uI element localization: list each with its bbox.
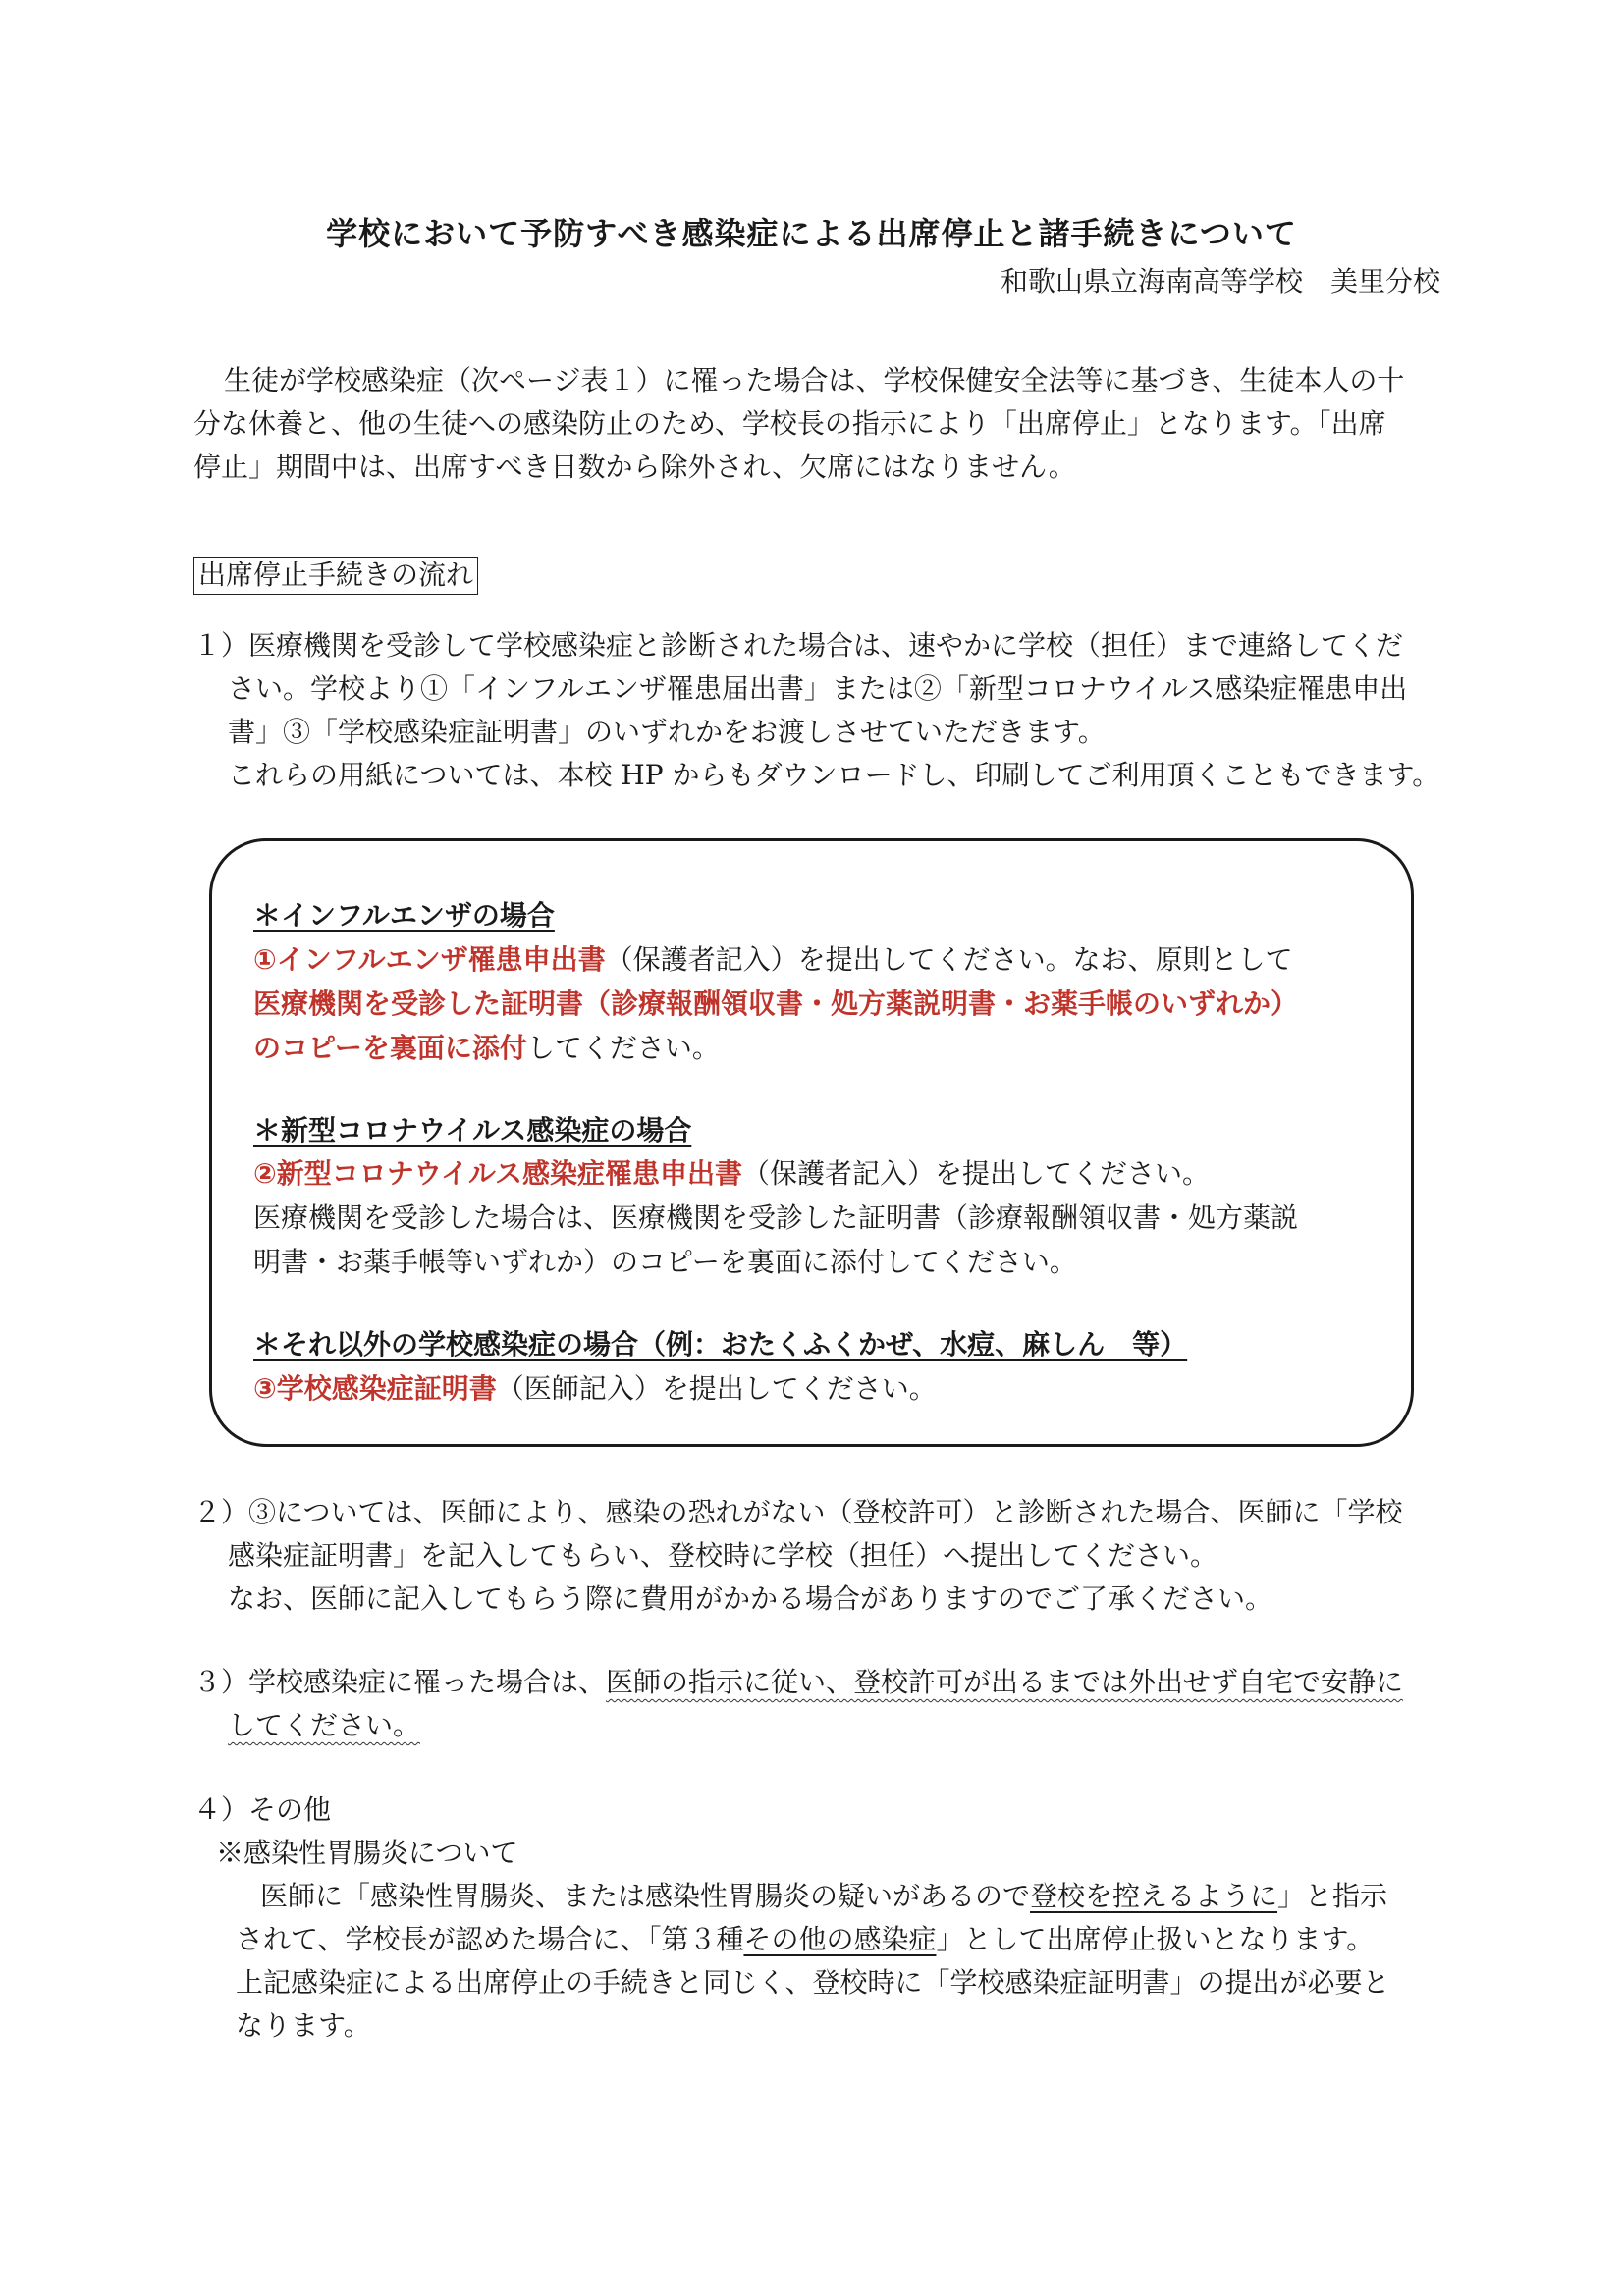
covid-form-name: ②新型コロナウイルス感染症罹患申出書 (253, 1157, 743, 1190)
covid-line-1 (253, 1152, 1210, 1192)
item3-text: ３）学校感染症に罹った場合は、 (193, 1666, 607, 1698)
covid-line-2: 医療機関を受診した場合は、医療機関を受診した証明書（診療報酬領収書・処方薬説 (253, 1201, 1299, 1234)
item4-line-4: なります。 (236, 2009, 371, 2042)
item4-line-1-b: 」と指示 (1277, 1880, 1388, 1912)
flu-line-3-text: してください。 (526, 1032, 720, 1064)
item3-emphasis: 医師の指示に従い、登校許可が出るまでは外出せず自宅で安静に (606, 1666, 1404, 1698)
intro-line-3: 停止」期間中は、出席すべき日数から除外され、欠席にはなりません。 (193, 451, 1076, 483)
item2-line-3: なお、医師に記入してもらう際に費用がかかる場合がありますのでご了承ください。 (228, 1582, 1273, 1615)
flu-attach-note: のコピーを裏面に添付 (253, 1032, 527, 1064)
item4-line-1 (260, 1875, 1387, 1918)
item1-line-4: これらの用紙については、本校 HP からもダウンロードし、印刷してご利用頂くこともできます。 (228, 759, 1440, 791)
item2-line-1: ２）③については、医師により、感染の恐れがない（登校許可）と診断された場合、医師に「学校 (193, 1496, 1403, 1528)
item3-emphasis-end: してください。 (228, 1709, 421, 1741)
flu-line-2: 医療機関を受診した証明書（診療報酬領収書・処方薬説明書・お薬手帳のいずれか） (253, 988, 1299, 1020)
item1-line-1: １）医療機関を受診して学校感染症と診断された場合は、速やかに学校（担任）まで連絡してくだ (193, 629, 1404, 662)
intro-line-2: 分な休養と、他の生徒への感染防止のため、学校長の指示により「出席停止」となります。「出席 (193, 407, 1386, 440)
flu-line-3 (253, 1027, 720, 1066)
flu-line-1-text: （保護者記入）を提出してください。なお、原則として (605, 943, 1293, 976)
flu-form-name: ①インフルエンザ罹患申出書 (253, 943, 606, 976)
document-title: 学校において予防すべき感染症による出席停止と諸手続きについて (326, 215, 1297, 252)
item4-underline-2: その他の感染症 (743, 1923, 937, 1955)
school-name: 和歌山県立海南高等学校 美里分校 (1000, 265, 1440, 297)
item3-line-2 (228, 1704, 420, 1747)
item4-heading: ４）その他 (193, 1793, 332, 1826)
item2-line-2: 感染症証明書」を記入してもらい、登校時に学校（担任）へ提出してください。 (228, 1539, 1218, 1572)
other-line-1-text: （医師記入）を提出してください。 (496, 1372, 937, 1405)
other-form-name: ③学校感染症証明書 (253, 1372, 497, 1405)
covid-heading: ＊新型コロナウイルス感染症の場合 (253, 1114, 692, 1147)
item3-line-1 (193, 1661, 1403, 1704)
item4-line-2-a: されて、学校長が認めた場合に、「第３種 (236, 1923, 744, 1955)
item4-line-2 (236, 1918, 1374, 1961)
other-line-1 (253, 1367, 937, 1407)
covid-line-1-text: （保護者記入）を提出してください。 (742, 1157, 1211, 1190)
item4-line-1-a: 医師に「感染性胃腸炎、または感染性胃腸炎の疑いがあるので (260, 1880, 1031, 1912)
item4-line-3: 上記感染症による出席停止の手続きと同じく、登校時に「学校感染症証明書」の提出が必要と (236, 1966, 1390, 1999)
item1-line-3: 書」③「学校感染症証明書」のいずれかをお渡しさせていただきます。 (228, 716, 1106, 748)
flu-line-1 (253, 938, 1293, 978)
flow-section-label: 出席停止手続きの流れ (193, 557, 478, 595)
flu-heading: ＊インフルエンザの場合 (253, 899, 555, 932)
covid-line-3: 明書・お薬手帳等いずれか）のコピーを裏面に添付してください。 (253, 1246, 1077, 1278)
intro-line-1: 生徒が学校感染症（次ページ表１）に罹った場合は、学校保健安全法等に基づき、生徒本人の十 (224, 364, 1405, 397)
item4-line-2-b: 」として出席停止扱いとなります。 (936, 1923, 1375, 1955)
item1-line-2: さい。学校より①「インフルエンザ罹患届出書」または②「新型コロナウイルス感染症罹患申出 (228, 672, 1408, 705)
item4-subheading: ※感染性胃腸炎について (216, 1837, 518, 1869)
item4-underline-1: 登校を控えるように (1030, 1880, 1278, 1912)
other-heading: ＊それ以外の学校感染症の場合（例：おたくふくかぜ、水痘、麻しん 等） (253, 1328, 1188, 1361)
